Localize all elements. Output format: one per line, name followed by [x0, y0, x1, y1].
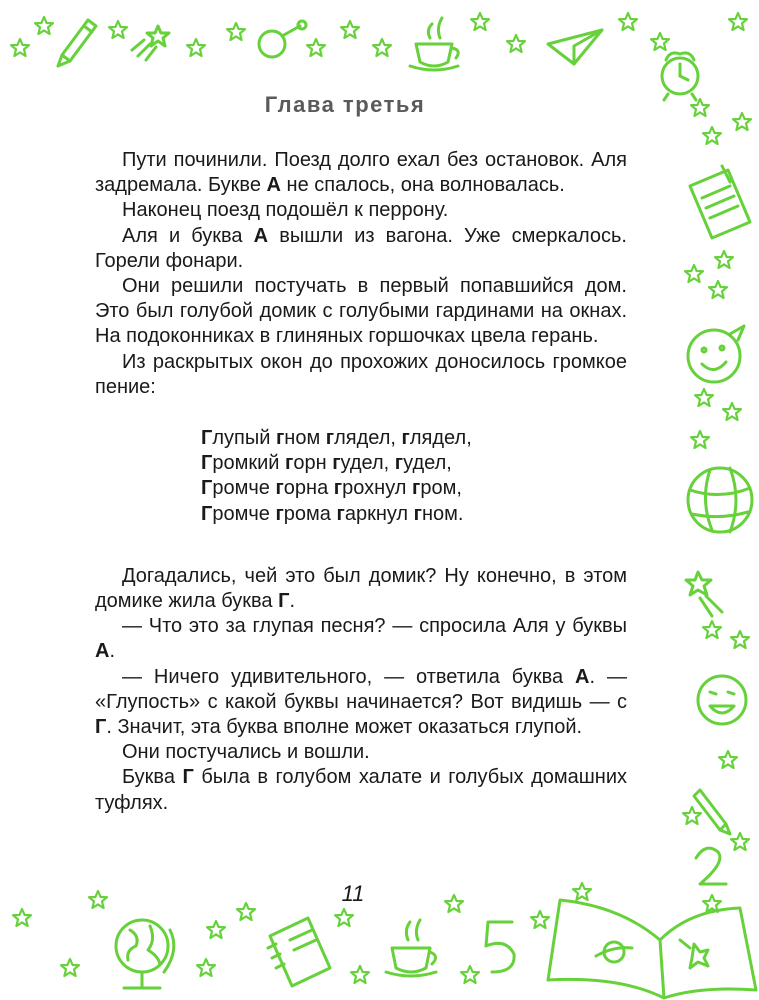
poem-line: Громкий горн гудел, гудел,: [201, 452, 452, 475]
ball-icon: [688, 468, 752, 532]
poem-line: Громче грома гаркнул гном.: [201, 502, 464, 525]
paragraph: [95, 564, 627, 614]
text-run: . — «Глупость» с какой буквы начинается? Вот видишь — с: [95, 665, 627, 713]
letter-highlight: Г: [95, 716, 107, 739]
smiling-face-icon: [688, 326, 744, 382]
paragraph: [95, 665, 627, 741]
paragraph: [95, 274, 627, 350]
letter-highlight: А: [266, 174, 281, 197]
paragraph: [95, 148, 627, 198]
chapter-title: Глава третья: [264, 92, 426, 117]
text-run: Они решили постучать в первый попавшийся дом. Это был голубой домик с голубыми гардинами на окнах. На подоконниках в глиняных горшочках цвела герань.: [95, 275, 627, 348]
text-run: Наконец поезд подошёл к перрону.: [122, 199, 449, 222]
text-run: Аля и буква: [122, 224, 254, 247]
number-five-icon: [486, 922, 514, 972]
shooting-star-icon: [686, 572, 722, 616]
page-number: 11: [341, 881, 365, 906]
shooting-star-icon: [132, 26, 169, 60]
pen-icon: [58, 20, 96, 66]
letter-highlight: Г: [278, 590, 290, 613]
poem-line: Громче горна грохнул гром,: [201, 477, 462, 500]
pen-icon: [694, 790, 730, 834]
text-run: не спалось, она волновалась.: [280, 174, 565, 197]
text-run: Буква: [122, 766, 183, 789]
chapter-text: [95, 148, 627, 816]
letter-highlight: А: [253, 224, 269, 247]
text-run: — Что это за глупая песня? — спросила Аля у буквы: [122, 615, 627, 638]
text-run: Они постучались и вошли.: [122, 741, 370, 764]
text-run: — Ничего удивительного, — ответила буква: [122, 665, 576, 688]
notepad-icon: [690, 166, 750, 238]
text-run: .: [289, 590, 296, 613]
paper-plane-icon: [548, 30, 602, 64]
open-book-icon: [548, 900, 756, 998]
smiling-face-icon: [698, 676, 746, 724]
paragraph: [95, 740, 627, 765]
text-run: . Значит, эта буква вполне может оказаться глупой.: [106, 716, 583, 739]
teacup-icon: [386, 920, 436, 976]
poem-line: Глупый гном глядел, глядел,: [201, 427, 472, 450]
number-two-icon: [696, 848, 726, 884]
text-run: .: [109, 640, 116, 663]
text-run: вышли из вагона. Уже смеркалось. Горели фонари.: [95, 224, 627, 272]
magnifier-icon: [259, 21, 306, 57]
paragraph: [95, 614, 627, 664]
paragraph: [95, 224, 627, 274]
poem: [201, 426, 627, 527]
letter-highlight: А: [575, 665, 590, 688]
teacup-icon: [410, 18, 458, 70]
paragraph: [95, 198, 627, 223]
text-run: Догадались, чей это был домик? Ну конечно, в этом домике жила буква: [95, 564, 627, 613]
letter-highlight: А: [95, 640, 110, 663]
paragraph: [95, 765, 627, 815]
paragraph: [95, 350, 627, 400]
text-run: Пути починили. Поезд долго ехал без остановок. Аля задремала. Букве: [95, 149, 627, 197]
globe-icon: [116, 920, 174, 988]
text-run: была в голубом халате и голубых домашних туфлях.: [95, 766, 627, 814]
text-run: Из раскрытых окон до прохожих доносилось громкое пение:: [95, 350, 627, 398]
notebook-icon: [268, 918, 330, 986]
letter-highlight: Г: [182, 766, 194, 789]
